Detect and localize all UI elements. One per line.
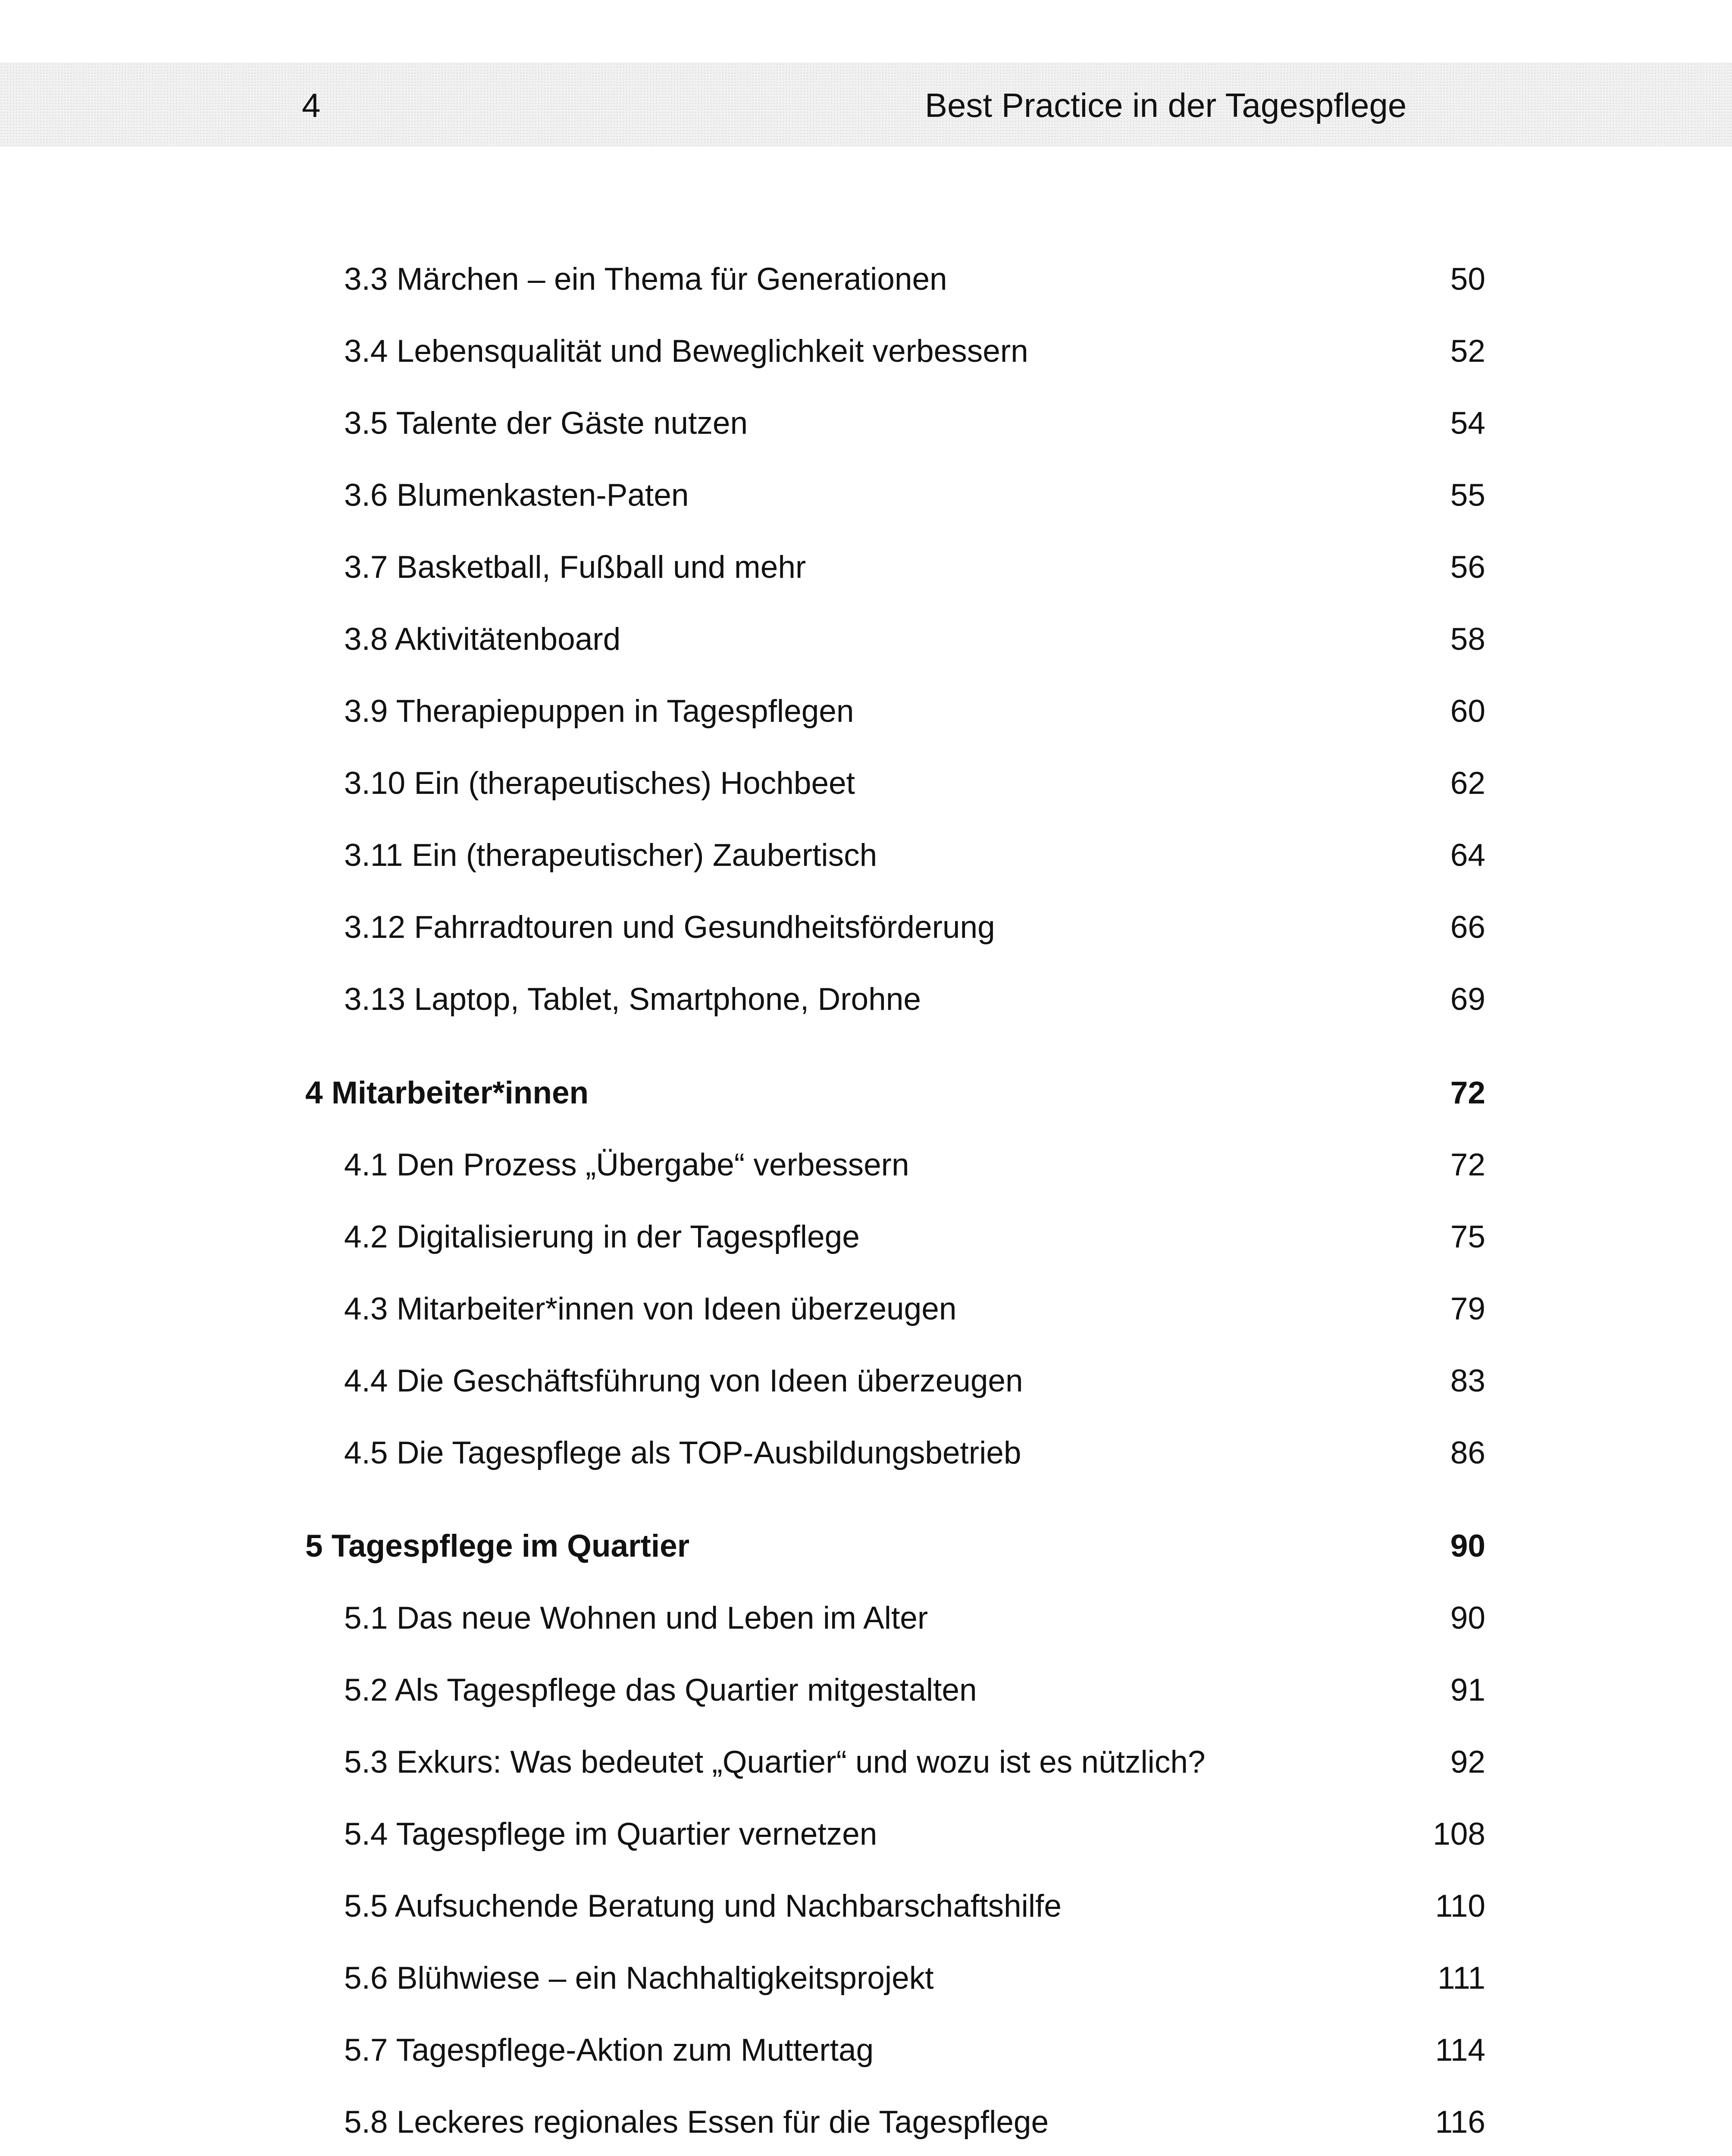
toc-entry-page: 60 — [1450, 694, 1485, 729]
toc-entry — [344, 256, 1485, 303]
toc-entry — [344, 1739, 1485, 1786]
toc-entry-page: 83 — [1450, 1363, 1485, 1398]
toc-chapter — [305, 1069, 1485, 1117]
toc-chapter-page: 72 — [1450, 1075, 1485, 1110]
toc-entry-title: 4.3 Mitarbeiter*innen von Ideen überzeugen — [344, 1291, 957, 1326]
toc-entry-page: 91 — [1450, 1673, 1485, 1708]
toc-entry-page: 52 — [1450, 334, 1485, 369]
toc-entry — [344, 1141, 1485, 1189]
toc-entry — [344, 2027, 1485, 2074]
toc-entry-page: 114 — [1435, 2033, 1485, 2068]
toc-entry-title: 5.2 Als Tagespflege das Quartier mitgestalten — [344, 1673, 977, 1708]
toc-entry-page: 58 — [1450, 622, 1485, 657]
toc-entry — [344, 832, 1485, 879]
toc-entry — [344, 1285, 1485, 1333]
toc-entry-page: 62 — [1450, 766, 1485, 801]
toc-entry-page: 79 — [1450, 1291, 1485, 1326]
toc-entry-page: 108 — [1433, 1817, 1485, 1852]
toc-entry-title: 3.12 Fahrradtouren und Gesundheitsförderung — [344, 910, 995, 945]
toc-entry-title: 3.5 Talente der Gäste nutzen — [344, 406, 748, 441]
toc-entry — [344, 328, 1485, 375]
toc-entry — [344, 1811, 1485, 1858]
toc-entry — [344, 2099, 1485, 2146]
toc-entry-page: 92 — [1450, 1745, 1485, 1780]
toc-entry-title: 5.5 Aufsuchende Beratung und Nachbarschaftshilfe — [344, 1889, 1062, 1924]
toc-entry-page: 69 — [1450, 982, 1485, 1017]
toc-entry — [344, 616, 1485, 663]
toc-entry-title: 5.8 Leckeres regionales Essen für die Tagespflege — [344, 2105, 1049, 2140]
toc-entry-title: 5.6 Blühwiese – ein Nachhaltigkeitsprojekt — [344, 1961, 934, 1996]
toc-entry-title: 3.6 Blumenkasten-Paten — [344, 478, 689, 513]
toc-entry-page: 90 — [1450, 1601, 1485, 1636]
toc-entry — [344, 976, 1485, 1023]
toc-chapter — [305, 1523, 1485, 1570]
toc-entry — [344, 688, 1485, 735]
toc-entry-page: 116 — [1435, 2105, 1485, 2140]
toc-entry-title: 3.4 Lebensqualität und Beweglichkeit verbessern — [344, 334, 1028, 369]
toc-entry-title: 3.7 Basketball, Fußball und mehr — [344, 550, 806, 585]
toc-entry — [344, 1595, 1485, 1642]
toc-entry — [344, 544, 1485, 591]
toc-chapter-title: 5 Tagespflege im Quartier — [305, 1529, 690, 1564]
toc-entry-page: 75 — [1450, 1219, 1485, 1254]
toc-entry — [344, 760, 1485, 807]
toc-entry-title: 4.1 Den Prozess „Übergabe“ verbessern — [344, 1147, 909, 1182]
toc-entry-page: 55 — [1450, 478, 1485, 513]
toc-entry-title: 5.7 Tagespflege-Aktion zum Muttertag — [344, 2033, 874, 2068]
toc-entry-title: 3.3 Märchen – ein Thema für Generationen — [344, 262, 947, 297]
toc-entry-page: 111 — [1438, 1961, 1485, 1996]
toc-chapter-page: 90 — [1450, 1529, 1485, 1564]
toc-entry — [344, 1429, 1485, 1477]
toc-entry-page: 50 — [1450, 262, 1485, 297]
toc-entry-page: 54 — [1450, 406, 1485, 441]
toc-entry — [344, 904, 1485, 951]
toc-entry — [344, 400, 1485, 447]
toc-entry-title: 5.4 Tagespflege im Quartier vernetzen — [344, 1817, 877, 1852]
toc-entry-page: 86 — [1450, 1435, 1485, 1470]
header-book-title: Best Practice in der Tagespflege — [925, 86, 1407, 124]
toc-entry — [344, 1667, 1485, 1714]
toc-entry-title: 3.8 Aktivitätenboard — [344, 622, 621, 657]
toc-entry-page: 72 — [1450, 1147, 1485, 1182]
header-page-number: 4 — [302, 86, 321, 124]
toc-entry-title: 4.4 Die Geschäftsführung von Ideen überzeugen — [344, 1363, 1023, 1398]
toc-entry-page: 64 — [1450, 838, 1485, 873]
toc-entry-title: 3.10 Ein (therapeutisches) Hochbeet — [344, 766, 855, 801]
toc-entry — [344, 472, 1485, 519]
toc-entry-title: 3.9 Therapiepuppen in Tagespflegen — [344, 694, 854, 729]
toc-entry-page: 66 — [1450, 910, 1485, 945]
toc-entry — [344, 1955, 1485, 2002]
toc-entry-page: 56 — [1450, 550, 1485, 585]
toc-entry — [344, 1213, 1485, 1261]
toc-entry — [344, 1357, 1485, 1405]
toc-entry-title: 4.2 Digitalisierung in der Tagespflege — [344, 1219, 860, 1254]
toc-entry — [344, 1883, 1485, 1930]
toc-entry-title: 5.1 Das neue Wohnen und Leben im Alter — [344, 1601, 928, 1636]
toc-entry-title: 3.13 Laptop, Tablet, Smartphone, Drohne — [344, 982, 921, 1017]
toc-entry-title: 3.11 Ein (therapeutischer) Zaubertisch — [344, 838, 877, 873]
toc-entry-title: 4.5 Die Tagespflege als TOP-Ausbildungsbetrieb — [344, 1435, 1021, 1470]
toc-entry-title: 5.3 Exkurs: Was bedeutet „Quartier“ und wozu ist es nützlich? — [344, 1745, 1206, 1780]
toc-chapter-title: 4 Mitarbeiter*innen — [305, 1075, 589, 1110]
toc-entry-page: 110 — [1435, 1889, 1485, 1924]
